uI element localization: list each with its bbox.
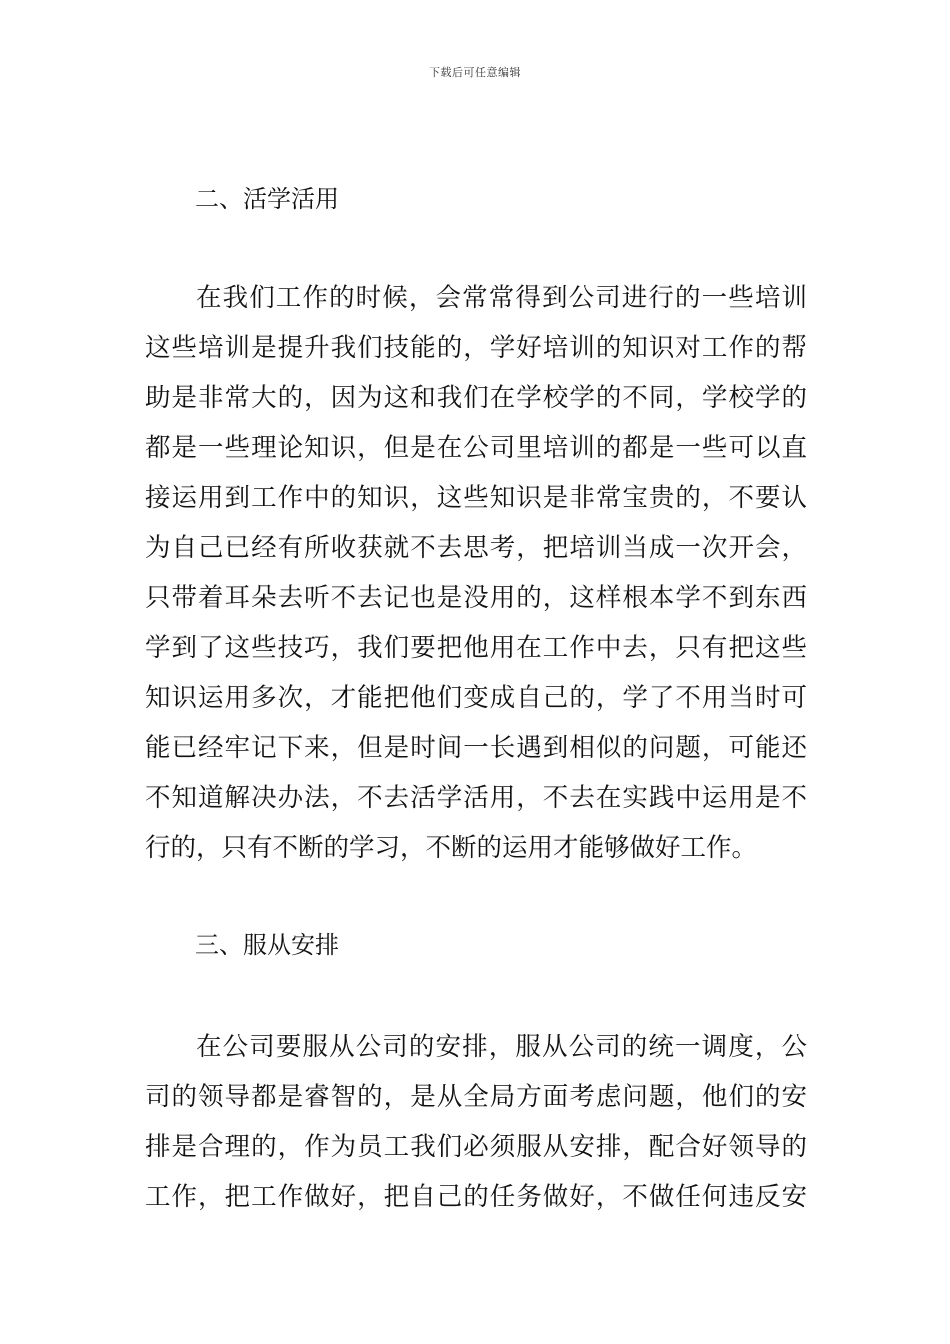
paragraph-line: 助是非常大的，因为这和我们在学校学的不同，学校学的 (145, 383, 807, 413)
paragraph-line: 学到了这些技巧，我们要把他用在工作中去，只有把这些 (145, 633, 807, 663)
paragraph-line: 在我们工作的时候，会常常得到公司进行的一些培训 (196, 283, 807, 313)
paragraph-line: 都是一些理论知识，但是在公司里培训的都是一些可以直 (145, 433, 807, 463)
paragraph-line: 排是合理的，作为员工我们必须服从安排，配合好领导的 (145, 1132, 807, 1162)
paragraph-line: 在公司要服从公司的安排，服从公司的统一调度，公 (196, 1032, 807, 1062)
paragraph-line: 不知道解决办法，不去活学活用，不去在实践中运用是不 (145, 783, 807, 813)
paragraph-line: 只带着耳朵去听不去记也是没用的，这样根本学不到东西 (145, 583, 807, 613)
section-heading-3: 三、服从安排 (195, 931, 339, 959)
paragraph-line: 这些培训是提升我们技能的，学好培训的知识对工作的帮 (145, 333, 807, 363)
section-heading-2: 二、活学活用 (195, 185, 339, 213)
paragraph-line: 知识运用多次，才能把他们变成自己的，学了不用当时可 (145, 683, 807, 713)
paragraph-line: 行的，只有不断的学习，不断的运用才能够做好工作。 (145, 833, 758, 863)
page-header-note: 下载后可任意编辑 (429, 66, 521, 79)
paragraph-line: 为自己已经有所收获就不去思考，把培训当成一次开会， (145, 533, 807, 563)
paragraph-line: 能已经牢记下来，但是时间一长遇到相似的问题，可能还 (145, 733, 807, 763)
paragraph-line: 接运用到工作中的知识，这些知识是非常宝贵的，不要认 (145, 483, 807, 513)
paragraph-2 (145, 273, 807, 873)
paragraph-line: 工作，把工作做好，把自己的任务做好，不做任何违反安 (145, 1182, 807, 1212)
paragraph-3 (145, 1022, 807, 1222)
paragraph-line: 司的领导都是睿智的，是从全局方面考虑问题，他们的安 (145, 1082, 807, 1112)
